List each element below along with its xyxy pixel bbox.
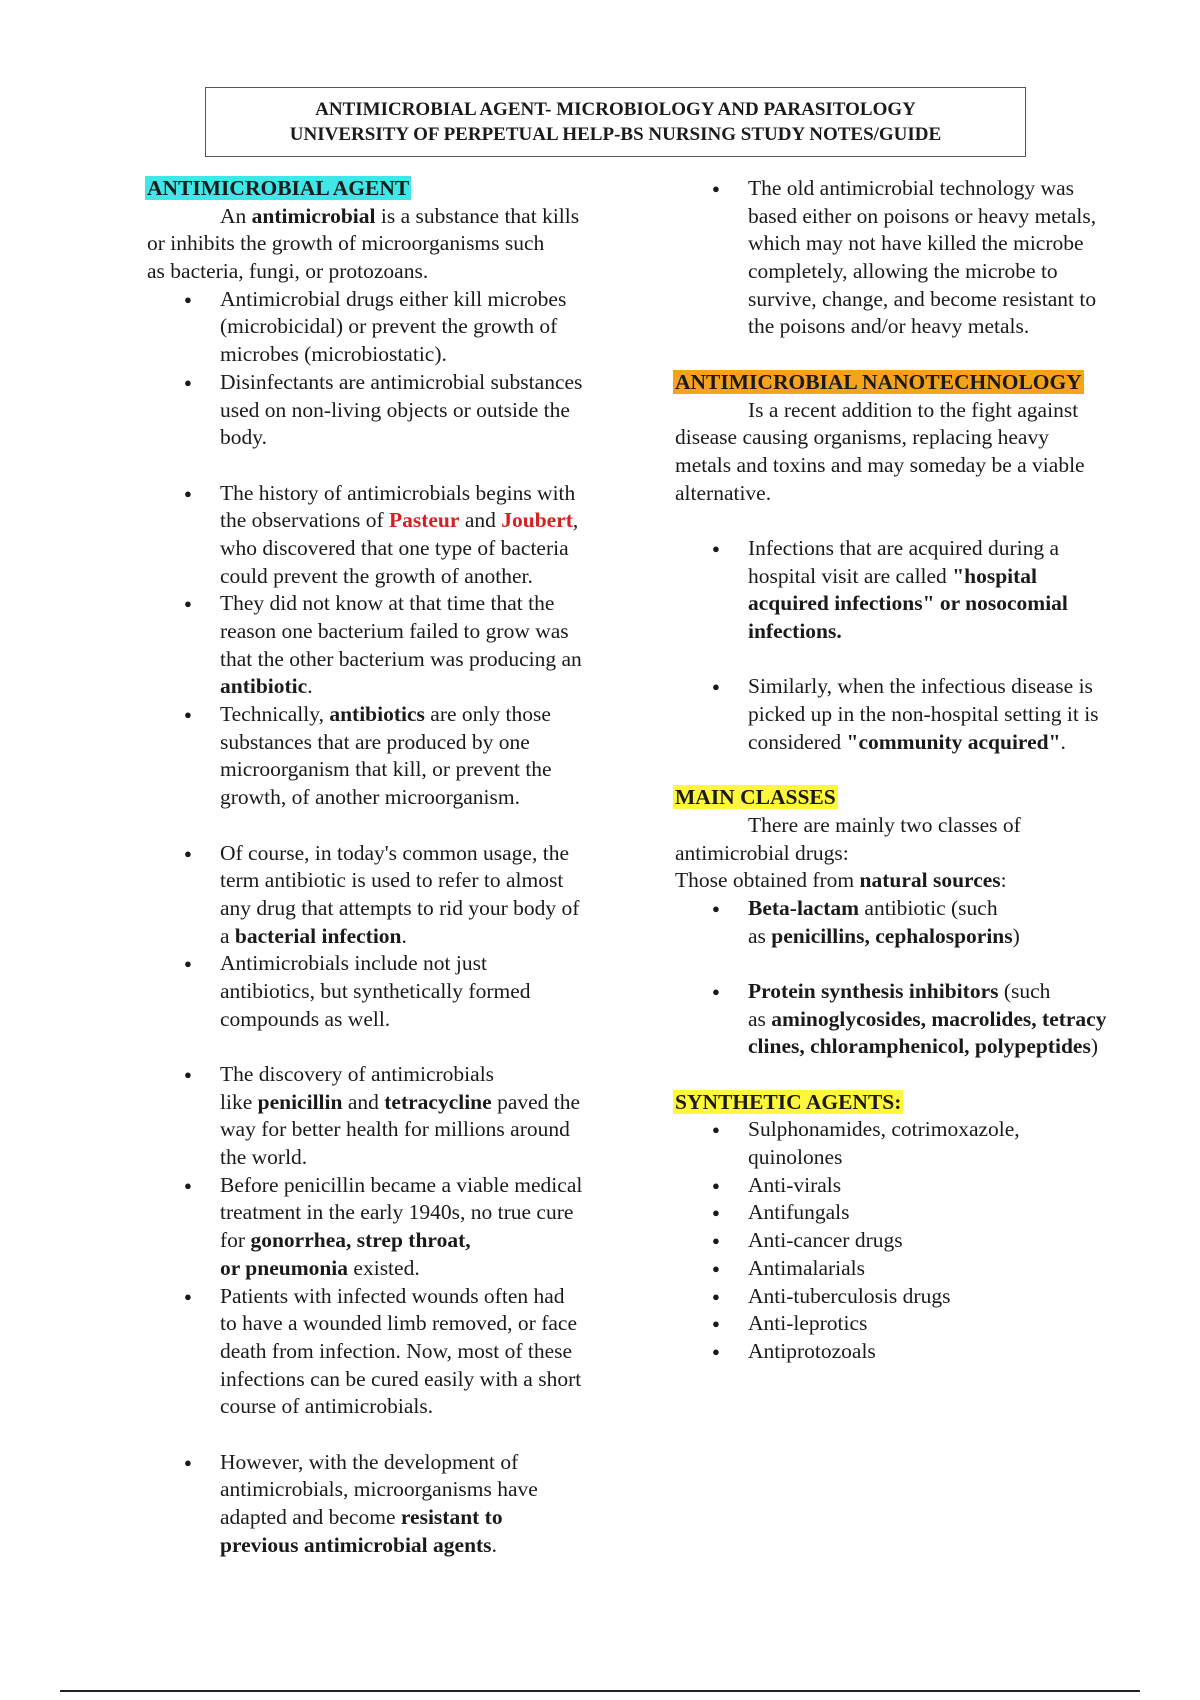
bullet-item [675, 1199, 1175, 1227]
text: way for better health for millions around [220, 1117, 570, 1142]
text-line [675, 729, 1175, 757]
text: are only those [424, 702, 551, 727]
text: infections can be cured easily with a short [220, 1366, 582, 1391]
text: as bacteria, fungi, or protozoans. [147, 259, 429, 284]
left-column [147, 175, 627, 1559]
text: SYNTHETIC AGENTS: [675, 1089, 902, 1114]
bullet-item [147, 840, 627, 868]
text: Before penicillin became a viable medical [220, 1172, 583, 1197]
blank-line [147, 812, 627, 840]
text: picked up in the non-hospital setting it is [748, 702, 1099, 727]
bold-text: antibiotic [220, 674, 308, 699]
right-column [675, 175, 1175, 1366]
text: substances that are produced by one [220, 729, 530, 754]
bold-text: "community acquired" [846, 729, 1061, 754]
text-line [147, 535, 627, 563]
text-line [147, 1116, 627, 1144]
text-line [147, 1393, 627, 1421]
text: term antibiotic is used to refer to almost [220, 868, 564, 893]
text: , [572, 508, 579, 533]
blank-line [675, 950, 1175, 978]
text: is a substance that kills [375, 203, 580, 228]
blank-line [147, 452, 627, 480]
text: Antifungals [748, 1200, 850, 1225]
text: antibiotic (such [859, 895, 998, 920]
document-title-box [205, 87, 1026, 157]
bullet-item [147, 1061, 627, 1089]
text: microbes (microbiostatic). [220, 342, 447, 367]
text: antimicrobials, microorganisms have [220, 1477, 538, 1502]
bullet-item [675, 175, 1175, 203]
text: They did not know at that time that the [220, 591, 555, 616]
text-line [147, 1227, 627, 1255]
text: ANTIMICROBIAL NANOTECHNOLOGY [675, 369, 1082, 394]
blank-line [147, 1033, 627, 1061]
section-heading [675, 1089, 1175, 1117]
bullet-item [147, 1172, 627, 1200]
text: antimicrobial drugs: [675, 840, 849, 865]
bullet-item [147, 701, 627, 729]
text: ) [1090, 1034, 1098, 1059]
text: . [307, 674, 313, 699]
text: reason one bacterium failed to grow was [220, 619, 569, 643]
bullet-item [675, 1255, 1175, 1283]
highlighted-heading [673, 370, 1084, 394]
text: The old antimicrobial technology was [748, 176, 1074, 200]
bold-text: or pneumonia [220, 1255, 349, 1280]
text-line [675, 590, 1175, 618]
text-line [147, 507, 627, 535]
text: like [220, 1089, 258, 1114]
text: Antimicrobials include not just [220, 951, 487, 976]
text: completely, allowing the microbe to [748, 259, 1058, 284]
text-line [147, 563, 627, 591]
bold-text: aminoglycosides, macrolides, tetracy [771, 1006, 1107, 1031]
text-line [147, 1144, 627, 1172]
bullet-item [675, 1338, 1175, 1366]
text: a [220, 923, 235, 948]
text-line [147, 424, 627, 452]
text-line [147, 646, 627, 674]
bold-text: gonorrhea, strep throat, [250, 1228, 471, 1253]
text: as [748, 1006, 772, 1031]
red-bold-text: Joubert [501, 508, 573, 533]
text: body. [220, 425, 267, 450]
title-line-2: UNIVERSITY OF PERPETUAL HELP-BS NURSING STUDY NOTES/GUIDE [289, 124, 942, 145]
text: Anti-tuberculosis drugs [748, 1283, 951, 1308]
blank-line [675, 507, 1175, 535]
text: disease causing organisms, replacing heavy [675, 425, 1049, 450]
bold-text: Protein synthesis inhibitors [748, 978, 999, 1003]
text-line [675, 203, 1175, 231]
text-line [147, 230, 627, 258]
section-heading [675, 369, 1175, 397]
text: growth, of another microorganism. [220, 785, 520, 810]
text: Antimicrobial drugs either kill microbes [220, 286, 567, 311]
text-line [675, 424, 1175, 452]
text-line [147, 397, 627, 425]
text: Antiprotozoals [748, 1338, 876, 1363]
text-line [675, 258, 1175, 286]
text: course of antimicrobials. [220, 1394, 434, 1419]
text: paved the [491, 1089, 581, 1114]
red-bold-text: Pasteur [388, 508, 460, 533]
bullet-item [147, 950, 627, 978]
text-line [675, 286, 1175, 314]
text: ANTIMICROBIAL AGENT [147, 176, 410, 200]
text-line [675, 480, 1175, 508]
text: Infections that are acquired during a [748, 535, 1060, 560]
bold-text: acquired infections" or nosocomial [748, 591, 1068, 616]
bold-text: Beta-lactam [748, 895, 860, 920]
bullet-item [675, 1172, 1175, 1200]
text: . [1060, 729, 1066, 754]
text-line [675, 1033, 1175, 1061]
text: (microbicidal) or prevent the growth of [220, 314, 558, 339]
text-line [675, 867, 1175, 895]
text: Anti-cancer drugs [748, 1228, 903, 1253]
text: compounds as well. [220, 1006, 391, 1031]
text: metals and toxins and may someday be a viable [675, 452, 1085, 477]
text: adapted and become [220, 1505, 401, 1529]
blank-line [675, 646, 1175, 674]
text-line [675, 1144, 1175, 1172]
text-line [147, 978, 627, 1006]
title-line-1: ANTIMICROBIAL AGENT- MICROBIOLOGY AND PARASITOLOGY [315, 99, 916, 120]
text: who discovered that one type of bacteria [220, 535, 569, 560]
bullet-item [147, 480, 627, 508]
text-line [147, 1006, 627, 1034]
text: Antimalarials [748, 1255, 866, 1280]
text: any drug that attempts to rid your body of [220, 895, 580, 920]
text-line [147, 203, 627, 231]
text: that the other bacterium was producing an [220, 646, 582, 671]
text: hospital visit are called [748, 563, 953, 588]
text: based either on poisons or heavy metals, [748, 203, 1097, 228]
bullet-item [675, 1227, 1175, 1255]
text: existed. [348, 1255, 420, 1280]
bullet-item [675, 535, 1175, 563]
bold-text: natural sources [859, 868, 1001, 893]
text-line [147, 313, 627, 341]
text: could prevent the growth of another. [220, 563, 533, 588]
text: Anti-leprotics [748, 1311, 868, 1336]
text-line [675, 923, 1175, 951]
text-line [147, 341, 627, 369]
section-heading [675, 784, 1175, 812]
text-line [147, 1199, 627, 1227]
text: alternative. [675, 480, 772, 505]
text-line [147, 258, 627, 286]
text: and [459, 508, 502, 533]
text: MAIN CLASSES [675, 785, 836, 810]
highlighted-heading [673, 1090, 903, 1114]
text: Those obtained from [675, 868, 860, 893]
text: the observations of [220, 508, 389, 533]
text-line [147, 784, 627, 812]
footer-rule [60, 1690, 1140, 1692]
bullet-item [675, 1283, 1175, 1311]
text: treatment in the early 1940s, no true cure [220, 1200, 574, 1225]
text: or inhibits the growth of microorganisms such [147, 231, 545, 256]
text-line [675, 618, 1175, 646]
bold-text: clines, chloramphenicol, polypeptides [748, 1034, 1091, 1059]
text-line [147, 1476, 627, 1504]
bullet-item [675, 895, 1175, 923]
bullet-item [675, 1116, 1175, 1144]
text-line [675, 812, 1175, 840]
text: Is a recent addition to the fight against [748, 397, 1079, 422]
text-line [675, 397, 1175, 425]
text-line [147, 1366, 627, 1394]
text-line [147, 1532, 627, 1560]
bold-text: "hospital [952, 563, 1038, 588]
blank-line [147, 1421, 627, 1449]
text: (such [998, 978, 1051, 1003]
text: The history of antimicrobials begins with [220, 480, 576, 505]
text: Similarly, when the infectious disease is [748, 674, 1093, 699]
text-line [147, 729, 627, 757]
text: to have a wounded limb removed, or face [220, 1311, 578, 1336]
text-line [675, 840, 1175, 868]
text: ) [1012, 923, 1020, 948]
text: An [220, 203, 252, 228]
bullet-item [675, 1310, 1175, 1338]
bold-text: tetracycline [384, 1089, 492, 1114]
bold-text: antimicrobial [251, 203, 376, 228]
text-line [147, 756, 627, 784]
text: death from infection. Now, most of these [220, 1338, 573, 1363]
text: Sulphonamides, cotrimoxazole, [748, 1117, 1020, 1142]
text: the poisons and/or heavy metals. [748, 314, 1030, 339]
text-line [675, 313, 1175, 341]
text: for [220, 1228, 251, 1253]
bullet-item [147, 590, 627, 618]
bold-text: penicillin [257, 1089, 343, 1114]
text: as [748, 923, 772, 948]
text: There are mainly two classes of [748, 812, 1021, 837]
text-line [147, 618, 627, 646]
bold-text: antibiotics [329, 702, 425, 727]
text: antibiotics, but synthetically formed [220, 978, 531, 1003]
text-line [147, 1089, 627, 1117]
text: However, with the development of [220, 1449, 519, 1474]
section-heading [147, 175, 627, 203]
text: microorganism that kill, or prevent the [220, 757, 552, 782]
text-line [147, 1504, 627, 1532]
text-line [147, 867, 627, 895]
text-line [147, 923, 627, 951]
text-line [147, 673, 627, 701]
bold-text: resistant to [400, 1505, 503, 1529]
text: The discovery of antimicrobials [220, 1062, 495, 1086]
blank-line [675, 1061, 1175, 1089]
blank-line [675, 341, 1175, 369]
highlighted-heading [145, 176, 411, 200]
text: Anti-virals [748, 1172, 842, 1197]
bullet-item [147, 1449, 627, 1477]
text: the world. [220, 1145, 308, 1170]
text: . [491, 1532, 497, 1557]
text: survive, change, and become resistant to [748, 286, 1097, 311]
bullet-item [675, 978, 1175, 1006]
bold-text: bacterial infection [234, 923, 402, 948]
text: and [342, 1089, 385, 1114]
bullet-item [675, 673, 1175, 701]
text-line [675, 563, 1175, 591]
text: Patients with infected wounds often had [220, 1283, 565, 1308]
bold-text: previous antimicrobial agents [220, 1532, 492, 1557]
text-line [147, 1310, 627, 1338]
text: : [1000, 868, 1007, 893]
text-line [675, 701, 1175, 729]
text-line [147, 1255, 627, 1283]
bullet-item [147, 1283, 627, 1311]
bold-text: penicillins, cephalosporins [771, 923, 1013, 948]
text: Of course, in today's common usage, the [220, 840, 569, 865]
text-line [147, 1338, 627, 1366]
text: Technically, [220, 702, 330, 727]
text: . [401, 923, 407, 948]
text-line [147, 895, 627, 923]
text: Disinfectants are antimicrobial substances [220, 369, 583, 394]
bold-text: infections. [748, 619, 842, 643]
text: considered [748, 729, 847, 754]
text: which may not have killed the microbe [748, 231, 1084, 256]
highlighted-heading [673, 785, 838, 809]
text-line [675, 452, 1175, 480]
text-line [675, 230, 1175, 258]
blank-line [675, 756, 1175, 784]
text: used on non-living objects or outside the [220, 397, 570, 422]
bullet-item [147, 369, 627, 397]
text: quinolones [748, 1145, 843, 1170]
text-line [675, 1006, 1175, 1034]
bullet-item [147, 286, 627, 314]
